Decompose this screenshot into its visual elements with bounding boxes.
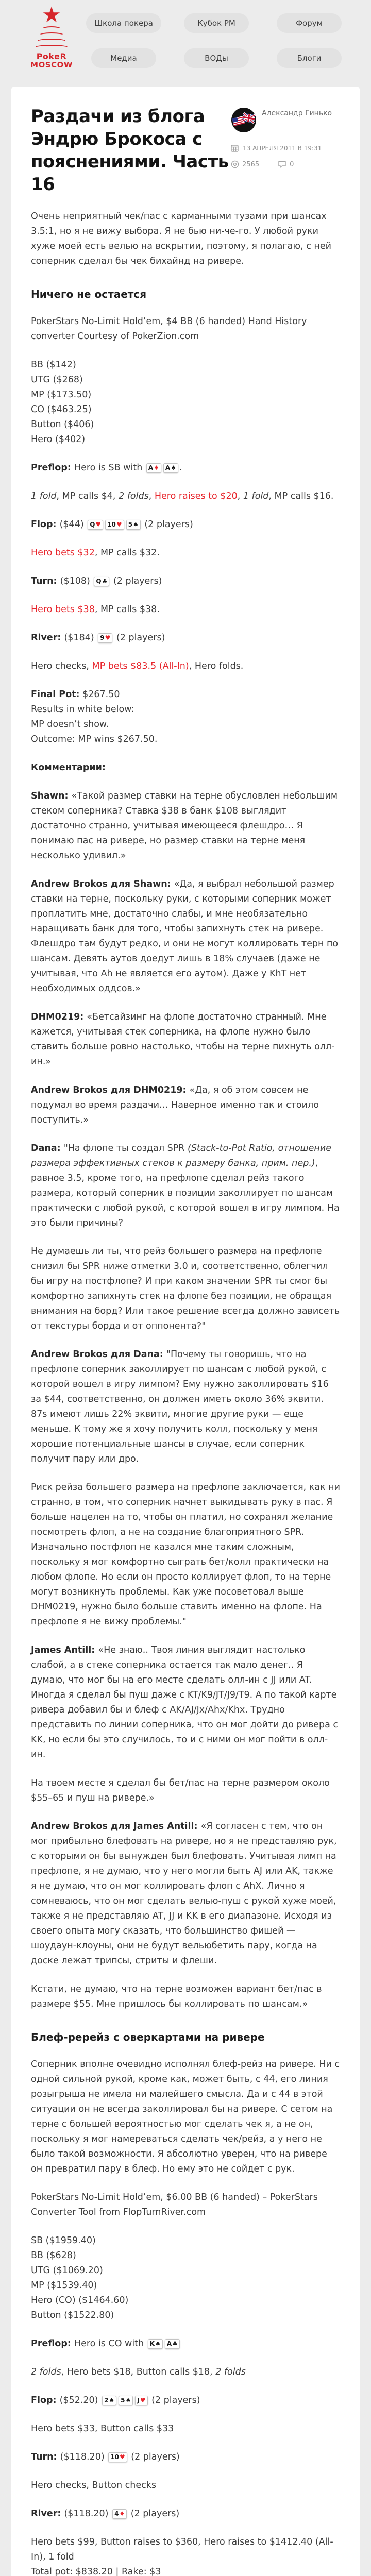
section-heading: Блеф-ререйз с оверкартами на ривере bbox=[31, 2031, 265, 2043]
publish-date: 13 АПРЕЛЯ 2011 В 19:31 bbox=[243, 144, 322, 152]
article-paragraph: Flop: ($52.20) 2♠ 5♠ J♥ (2 players) bbox=[31, 2395, 200, 2405]
article-paragraph: Hero checks, MP bets $83.5 (All-In), Hero folds. bbox=[31, 661, 244, 671]
article-paragraph: Комментарии: bbox=[31, 762, 106, 773]
article-paragraph: Не думаешь ли ты, что рейз большего размера на префлопе снизил бы SPR ниже отметки 3.0 и, соответственно, облегчил бы игру на постфлопе? И при каком значении SPR ты смог бы комфортно запихнуть стек на флопе без позиции, не обращая внимания на борд? Или такое решение всегда должно зависеть от текстуры борда и от оппонента?" bbox=[31, 1246, 340, 1331]
article-paragraph: Hero bets $32, MP calls $32. bbox=[31, 548, 160, 558]
date-row bbox=[231, 144, 340, 152]
stats-row bbox=[231, 160, 340, 168]
playing-card: J♥ bbox=[135, 2396, 147, 2405]
article-paragraph: Andrew Brokos для Shawn: «Да, я выбрал небольшой размер ставки на терне, поскольку руки, с которыми соперник может проплатить мне, достаточно слабы, и мне необязательно наращивать банк для того, чтобы запихнуть стек на ривере. Флешдро там будут редко, и они не могут коллировать терн по шансам. Девять аутов доедут лишь в 18% случаев (даже не учитывая, что Ah не является его аутом). Даже у KhT нет необходимых оддсов.» bbox=[31, 879, 339, 994]
logo-text: PokeR MOSCOW bbox=[30, 52, 73, 70]
comments-icon bbox=[278, 160, 286, 168]
article-paragraph: Соперник вполне очевидно исполнял блеф-рейз на ривере. Ни с одной сильной рукой, кроме как, может быть, с 44, его линия розыгрыша не имела ни малейшего смысла. Да и с 44 в этой ситуации он не всегда заколлировал бы на ривере. С сетом на терне с большей вероятностью мог сделать чек я, а не он, поскольку я мог намереваться сделать чек/рейз, а у него не было такой возможности. Я абсолютно уверен, что на ривере он превратил пару в блеф. Но ему это не сойдет с рук. bbox=[31, 2059, 340, 2174]
article-paragraph: James Antill: «Не знаю.. Твоя линия выглядит настолько слабой, а в стеке соперника остается так мало денег.. Я думаю, что мог бы на его месте сделать олл-ин с JJ или AT. Иногда я сделал бы пуш даже с KT/K9/JT/J9/T9. А по такой карте ривера добавил бы и блеф с AK/AJ/Jx/Ahx/Khx. Трудно представить по линии соперника, что он мог дойти до ривера с KK, но если бы это случилось, то и с ними он мог пойти в олл-ин. bbox=[31, 1645, 339, 1760]
article-paragraph: Hero bets $38, MP calls $38. bbox=[31, 604, 160, 615]
views-icon bbox=[231, 160, 239, 168]
article-paragraph: Очень неприятный чек/пас с карманными тузами при шансах 3.5:1, но я не вижу выбора. Я не бью ни-че-го. У любой руки хуже моей есть велью на вскрытии, поэтому, я полагаю, с ней соперник сделал бы чек бихайнд на ривере. bbox=[31, 211, 332, 266]
article-paragraph: Hero checks, Button checks bbox=[31, 2480, 157, 2490]
article-paragraph: Turn: ($118.20) 10♥ (2 players) bbox=[31, 2452, 180, 2462]
article-paragraph: На твоем месте я сделал бы бет/пас на терне размером около $55–65 и пуш на ривере.» bbox=[31, 1778, 330, 1803]
nav-button[interactable]: ВОДы bbox=[184, 48, 249, 68]
article-paragraph: Andrew Brokos для DHM0219: «Да, я об этом совсем не подумал во время раздачи… Наверное именно так и стоило поступить.» bbox=[31, 1085, 319, 1125]
site-header bbox=[0, 0, 371, 87]
author-box bbox=[231, 105, 340, 196]
title-row bbox=[31, 105, 340, 196]
playing-card: K♠ bbox=[148, 2339, 163, 2349]
nav-button[interactable]: Медиа bbox=[91, 48, 156, 68]
avatar[interactable] bbox=[231, 107, 257, 133]
nav-button[interactable]: Кубок РМ bbox=[184, 13, 249, 33]
playing-card: 9♥ bbox=[98, 633, 112, 643]
star-icon: ★ bbox=[42, 2, 61, 27]
article-paragraph: Turn: ($108) Q♣ (2 players) bbox=[31, 576, 162, 586]
logo-arcs-icon bbox=[27, 26, 76, 50]
article-paragraph: Final Pot: $267.50 Results in white below: MP doesn’t show. Outcome: MP wins $267.50. bbox=[31, 689, 158, 744]
playing-card: A♠ bbox=[163, 463, 178, 473]
playing-card: 5♠ bbox=[126, 520, 141, 530]
playing-card: Q♥ bbox=[88, 520, 103, 530]
comments-count: 0 bbox=[290, 160, 294, 168]
page-title: Раздачи из блога Эндрю Брокоса с пояснениями. Часть 16 bbox=[31, 106, 229, 195]
article-paragraph: Shawn: «Такой размер ставки на терне обусловлен небольшим стеком соперника? Ставка $38 в банк $108 выглядит достаточно странно, учитывая имеющееся флешдро… Я понимаю пас на ривере, но размер ставки на терне меня несколько удивил.» bbox=[31, 791, 338, 861]
site-logo[interactable] bbox=[27, 4, 76, 70]
article-paragraph: 2 folds, Hero bets $18, Button calls $18, 2 folds bbox=[31, 2367, 246, 2377]
article-paragraph: Кстати, не думаю, что на терне возможен вариант бет/пас в размере $55. Мне пришлось бы коллировать по шансам.» bbox=[31, 1984, 322, 2009]
article-paragraph: Andrew Brokos для Dana: "Почему ты говоришь, что на префлопе соперник заколлирует по шансам с любой рукой, с которой вошел в игру лимпом? Ему нужно заколлировать $16 за $44, соответственно, он должен иметь около 36% эквити. 87s имеют лишь 22% эквити, многие другие руки — еще меньше. К тому же я хочу получить колл, поскольку у меня хорошие потенциальные шансы в случае, если соперник получит пару или дро. bbox=[31, 1349, 329, 1464]
article-body bbox=[31, 209, 340, 2576]
article-card bbox=[11, 87, 360, 2576]
article-paragraph: PokerStars No-Limit Hold’em, $4 BB (6 handed) Hand History converter Courtesy of PokerZion.com bbox=[31, 316, 307, 342]
nav-button[interactable]: Форум bbox=[277, 13, 342, 33]
article-paragraph: Andrew Brokos для James Antill: «Я согласен с тем, что он мог прибыльно блефовать на ривере, но я не представляю рук, с которыми он бы вынужден был блефовать. Учитывая лимп на префлопе, я не думаю, что у него могли быть AJ или AK, также я не думаю, что он мог коллировать флоп с AhX. Лично я сомневаюсь, что он мог сделать велью-пуш с рукой хуже моей, также я не представляю AT, JJ и KK в его диапазоне. Исходя из своего опыта могу сказать, что большинство фишей — шоудаун-клоуны, они не будут вельюбетить пару, когда на доске лежат трипсы, стриты и флеши. bbox=[31, 1821, 337, 1966]
article-paragraph: Flop: ($44) Q♥ 10♥ 5♠ (2 players) bbox=[31, 519, 193, 530]
article-paragraph: Dana: "На флопе ты создал SPR (Stack-to-Pot Ratio, отношение размера эффективных стеков к размеру банка, прим. пер.), равное 3.5, кроме того, на префлопе сделал рейз такого размера, который соперник в позиции заколлирует по шансам практически с любой рукой, с которой вошел в игру лимпом. На это были причины? bbox=[31, 1143, 340, 1228]
article-paragraph: River: ($118.20) 4♦ (2 players) bbox=[31, 2509, 180, 2519]
playing-card: 2♠ bbox=[102, 2396, 116, 2405]
nav-button[interactable]: Блоги bbox=[277, 48, 342, 68]
article-paragraph: 1 fold, MP calls $4, 2 folds, Hero raises to $20, 1 fold, MP calls $16. bbox=[31, 491, 334, 501]
article-paragraph: Hero bets $33, Button calls $33 bbox=[31, 2424, 174, 2434]
article-paragraph: Preflop: Hero is CO with K♠ A♣ bbox=[31, 2336, 340, 2351]
playing-card: 10♥ bbox=[108, 2452, 127, 2462]
playing-card: 4♦ bbox=[112, 2509, 127, 2519]
nav-button[interactable]: Школа покера bbox=[86, 13, 161, 33]
article-paragraph: River: ($184) 9♥ (2 players) bbox=[31, 633, 165, 643]
stack-list: BB ($142) UTG ($268) MP ($173.50) CO ($463.25) Button ($406) Hero ($402) bbox=[31, 360, 94, 445]
playing-card: 5♠ bbox=[119, 2396, 133, 2405]
views-count: 2565 bbox=[242, 160, 260, 168]
article-paragraph: Hero bets $99, Button raises to $360, Hero raises to $1412.40 (All-In), 1 fold Total pot: $838.20 | Rake: $3 bbox=[31, 2537, 333, 2576]
author-name[interactable]: Александр Гинько bbox=[262, 109, 332, 117]
stack-list: SB ($1959.40) BB ($628) UTG ($1069.20) MP ($1539.40) Hero (CO) ($1464.60) Button ($1522.80) bbox=[31, 2235, 129, 2320]
main-nav bbox=[77, 13, 356, 68]
playing-card: 10♥ bbox=[105, 520, 124, 530]
playing-card: A♦ bbox=[146, 463, 161, 473]
article-paragraph: Preflop: Hero is SB with A♦ A♠ . bbox=[31, 463, 182, 473]
calendar-icon bbox=[231, 144, 239, 152]
section-heading: Ничего не остается bbox=[31, 288, 147, 300]
article-paragraph: DHM0219: «Бетсайзинг на флопе достаточно странный. Мне кажется, учитывая стек соперника, на флопе нужно было ставить больше ровно настолько, чтобы на терне пихнуть олл-ин.» bbox=[31, 1012, 335, 1067]
playing-card: A♣ bbox=[165, 2339, 180, 2349]
article-paragraph: PokerStars No-Limit Hold’em, $6.00 BB (6 handed) – PokerStars Converter Tool from FlopTurnRiver.com bbox=[31, 2192, 318, 2217]
article-paragraph: Риск рейза большего размера на префлопе заключается, как ни странно, в том, что соперник начнет выкидывать руку в пас. Я больше нацелен на то, чтобы он платил, но сохранял желание посмотреть флоп, а не на создание благоприятного SPR. Изначально постфлоп не казался мне таким сложным, поскольку я мог комфортно сыграть бет/колл практически на любом флопе. Но если он просто коллирует флоп, то на терне могут возникнуть проблемы. Как уже посоветовал выше DHM0219, нужно было больше ставить именно на флопе. На префлопе я не вижу проблемы." bbox=[31, 1482, 340, 1627]
playing-card: Q♣ bbox=[94, 577, 109, 586]
